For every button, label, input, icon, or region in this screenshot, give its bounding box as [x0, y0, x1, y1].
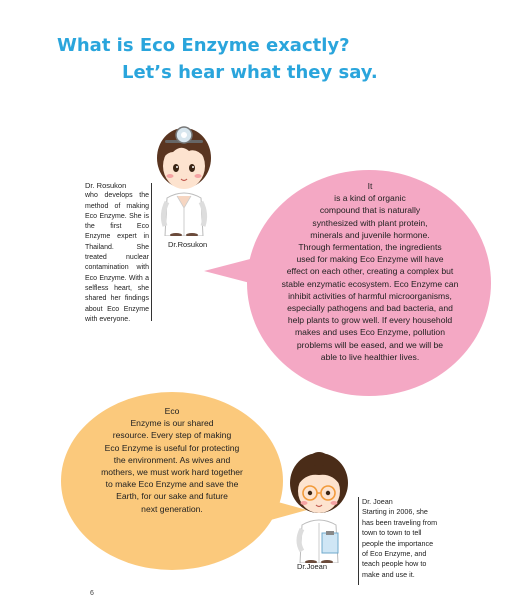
quote-line: mothers, we must work hard together — [101, 467, 243, 478]
quote-line: Through fermentation, the ingredients — [298, 242, 442, 253]
bio-line: people the importance — [362, 538, 434, 548]
quote-line: able to live healthier lives. — [320, 351, 420, 362]
doctor-joean-caption: Dr.Joean — [297, 562, 328, 571]
quote-line: problems will be eased, and we will be — [296, 339, 444, 350]
page-title-line2: Let’s hear what they say. — [122, 62, 378, 83]
doctor-rosukon-illustration — [153, 118, 215, 236]
pink-bubble-quote — [265, 180, 475, 363]
quote-line: used for making Eco Enzyme will have — [296, 254, 444, 265]
quote-line: especially pathogens and bad bacteria, and — [287, 303, 453, 314]
bio-line: teach people how to — [362, 559, 427, 569]
divider-line — [358, 497, 359, 585]
bio-text: who develops the method of making Eco Enzyme. She is the first Eco Enzyme expert in Thailand. She treated nuclear contamination with Eco Enzyme. With a selfless heart, she shared her findings about Eco Enzyme with everyone. — [85, 192, 149, 323]
bio-name: Dr. Joean — [362, 497, 393, 506]
bio-name: Dr. Rosukon — [85, 181, 127, 190]
quote-line: compound that is naturally — [319, 205, 421, 216]
quote-line: is a kind of organic — [334, 193, 406, 204]
quote-line: inhibit activities of harmful microorganisms, — [288, 290, 452, 301]
quote-line: minerals and juvenile hormone. — [310, 229, 430, 240]
quote-line: Earth, for our sake and future — [116, 491, 228, 502]
quote-line: to make Eco Enzyme and save the — [105, 479, 239, 490]
quote-line: It — [367, 181, 373, 191]
quote-line: Eco Enzyme is useful for protecting — [104, 442, 240, 453]
doctor-joean-illustration — [286, 445, 356, 563]
quote-line: the environment. As wives and — [113, 454, 231, 465]
quote-line: Enzyme is our shared — [130, 418, 214, 429]
divider-line — [151, 183, 152, 321]
bio-line: town to town to tell — [362, 528, 422, 538]
page-title-line1: What is Eco Enzyme exactly? — [57, 35, 350, 56]
quote-line: stable enzymatic ecosystem. Eco Enzyme can — [281, 278, 459, 289]
doctor-rosukon-caption: Dr.Rosukon — [168, 240, 208, 249]
quote-line: next generation. — [141, 503, 203, 514]
quote-line: makes and uses Eco Enzyme, pollution — [295, 327, 445, 338]
quote-line: help plants to grow well. If every household — [287, 315, 453, 326]
doctor-rosukon-bio — [85, 181, 149, 325]
orange-bubble-quote — [77, 405, 267, 515]
bio-line: of Eco Enzyme, and — [362, 549, 427, 559]
bio-line: Starting in 2006, she — [362, 507, 428, 517]
doctor-joean-bio — [362, 497, 454, 580]
bio-line: make and use it. — [362, 569, 415, 579]
quote-line: effect on each other, creating a complex but — [286, 266, 454, 277]
quote-line: Eco — [164, 406, 180, 416]
bio-line: has been traveling from — [362, 517, 438, 527]
page-number: 6 — [90, 590, 94, 597]
quote-line: resource. Every step of making — [112, 430, 232, 441]
quote-line: synthesized with plant protein, — [312, 217, 428, 228]
